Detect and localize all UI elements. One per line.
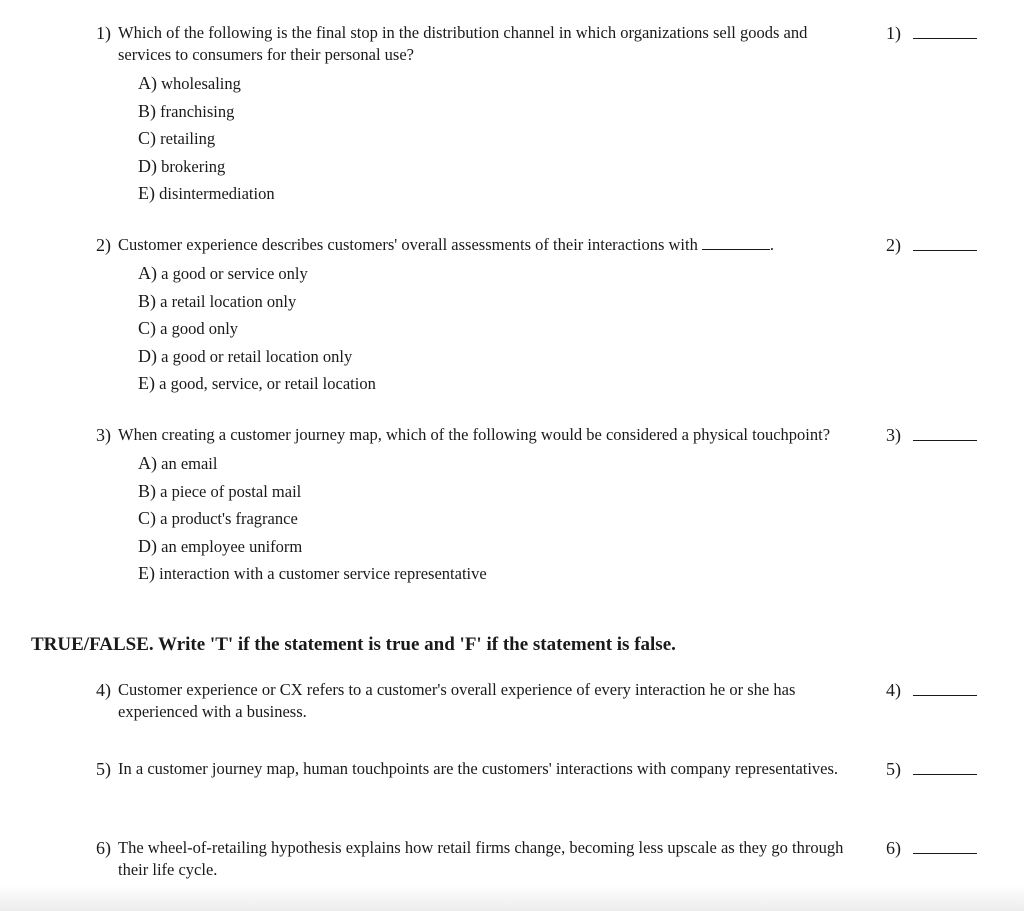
question-1	[96, 22, 986, 208]
question-6	[96, 837, 986, 881]
options-list	[138, 260, 986, 398]
answer-blank-5[interactable]	[886, 758, 977, 780]
option-d[interactable]	[138, 533, 986, 561]
options-list	[138, 70, 986, 208]
option-a[interactable]	[138, 260, 986, 288]
answer-label: 6)	[886, 838, 901, 858]
question-stem	[96, 758, 986, 780]
question-3	[96, 424, 986, 588]
answer-label: 4)	[886, 680, 901, 700]
option-c[interactable]	[138, 125, 986, 153]
options-list	[138, 450, 986, 588]
option-e[interactable]	[138, 560, 986, 588]
answer-line[interactable]	[913, 681, 977, 696]
question-text: In a customer journey map, human touchpoints are the customers' interactions with company representatives.	[118, 759, 839, 778]
answer-label: 1)	[886, 23, 901, 43]
option-letter: E)	[138, 563, 155, 583]
question-number: 5)	[96, 759, 111, 779]
option-letter: B)	[138, 480, 156, 501]
question-number: 3)	[96, 425, 111, 445]
option-text: interaction with a customer service representative	[159, 564, 487, 583]
option-letter: D)	[138, 155, 157, 176]
question-text	[118, 234, 863, 256]
question-stem	[96, 424, 986, 446]
option-letter: C)	[138, 508, 156, 528]
option-text: a good or service only	[161, 264, 308, 283]
option-text: wholesaling	[161, 74, 241, 93]
option-letter: C)	[138, 318, 156, 338]
option-text: an employee uniform	[161, 536, 303, 556]
option-b[interactable]	[138, 478, 986, 506]
option-e[interactable]	[138, 370, 986, 398]
option-a[interactable]	[138, 70, 986, 98]
question-text: Which of the following is the final stop in the distribution channel in which organizations sell goods and services to consumers for their personal use?	[118, 23, 808, 64]
question-stem	[96, 22, 986, 66]
option-text: a product's fragrance	[160, 509, 298, 528]
answer-line[interactable]	[913, 760, 977, 775]
option-letter: E)	[138, 373, 155, 393]
option-text: disintermediation	[159, 184, 275, 203]
option-letter: E)	[138, 183, 155, 203]
answer-label: 2)	[886, 235, 901, 255]
option-text: a piece of postal mail	[160, 481, 302, 501]
option-text: a retail location only	[160, 291, 297, 311]
answer-blank-6[interactable]	[886, 837, 977, 859]
option-text: franchising	[160, 101, 235, 121]
answer-line[interactable]	[913, 236, 977, 251]
option-text: brokering	[161, 156, 226, 176]
option-text: a good or retail location only	[161, 346, 353, 366]
option-d[interactable]	[138, 343, 986, 371]
option-b[interactable]	[138, 98, 986, 126]
answer-blank-4[interactable]	[886, 679, 977, 701]
option-letter: B)	[138, 290, 156, 311]
answer-line[interactable]	[913, 839, 977, 854]
answer-label: 3)	[886, 425, 901, 445]
option-letter: D)	[138, 535, 157, 556]
section-header: TRUE/FALSE. Write 'T' if the statement is true and 'F' if the statement is false.	[31, 634, 676, 655]
question-text: When creating a customer journey map, which of the following would be considered a physical touchpoint?	[118, 425, 831, 444]
inline-blank	[702, 235, 770, 250]
question-5	[96, 758, 986, 780]
option-text: retailing	[160, 129, 216, 148]
question-number: 2)	[96, 235, 111, 255]
page-bottom-shadow	[0, 885, 1024, 911]
option-a[interactable]	[138, 450, 986, 478]
option-letter: A)	[138, 263, 157, 283]
option-c[interactable]	[138, 505, 986, 533]
option-b[interactable]	[138, 288, 986, 316]
option-text: an email	[161, 454, 218, 473]
question-stem	[96, 837, 986, 881]
question-4	[96, 679, 986, 723]
option-letter: B)	[138, 100, 156, 121]
option-d[interactable]	[138, 153, 986, 181]
question-text-main: Customer experience describes customers' overall assessments of their interactions with	[118, 235, 698, 254]
question-number: 4)	[96, 680, 111, 700]
question-text: The wheel-of-retailing hypothesis explains how retail firms change, becoming less upscale as they go through their life cycle.	[118, 838, 844, 879]
question-stem	[96, 679, 986, 723]
option-text: a good only	[160, 319, 239, 338]
option-letter: C)	[138, 128, 156, 148]
answer-line[interactable]	[913, 426, 977, 441]
answer-blank-2[interactable]	[886, 234, 977, 256]
option-c[interactable]	[138, 315, 986, 343]
question-2	[96, 234, 986, 398]
option-e[interactable]	[138, 180, 986, 208]
question-stem	[96, 234, 986, 256]
option-text: a good, service, or retail location	[159, 374, 376, 393]
answer-label: 5)	[886, 759, 901, 779]
question-text: Customer experience or CX refers to a customer's overall experience of every interaction he or she has experienced with a business.	[118, 680, 796, 721]
option-letter: A)	[138, 73, 157, 93]
answer-blank-1[interactable]	[886, 22, 977, 44]
answer-line[interactable]	[913, 24, 977, 39]
question-number: 1)	[96, 23, 111, 43]
answer-blank-3[interactable]	[886, 424, 977, 446]
option-letter: D)	[138, 345, 157, 366]
question-text-end: .	[769, 235, 774, 254]
question-number: 6)	[96, 838, 111, 858]
option-letter: A)	[138, 453, 157, 473]
